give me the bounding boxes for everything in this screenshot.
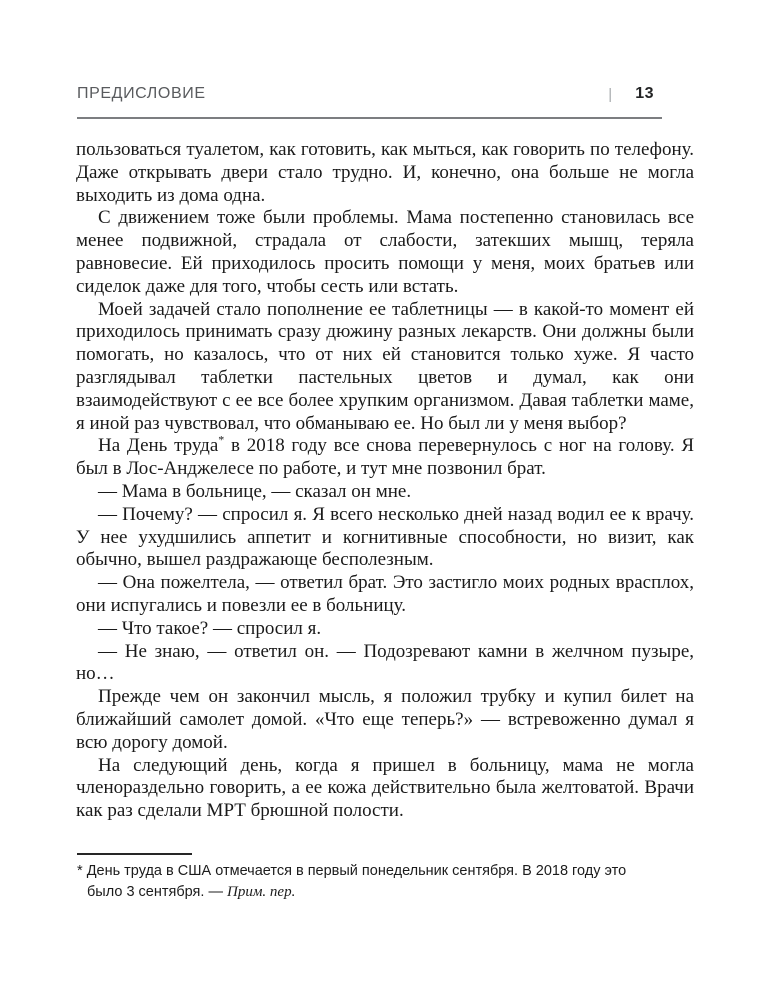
page-number: 13 bbox=[635, 85, 654, 102]
running-head-title: ПРЕДИСЛОВИЕ bbox=[77, 85, 206, 102]
folio bbox=[608, 85, 654, 103]
body-paragraph-8: — Что такое? — спросил я. bbox=[98, 617, 322, 639]
body-paragraph-7: — Она пожелтела, — ответил брат. Это застигло моих родных врасплох, они испугались и повезли ее в больницу. bbox=[76, 572, 694, 616]
footnote-reference-asterisk: * bbox=[218, 433, 225, 448]
footnote-rule bbox=[77, 853, 192, 855]
footnote-area bbox=[77, 853, 637, 903]
footnote-attribution: Прим. пер. bbox=[227, 884, 296, 900]
header-rule bbox=[77, 117, 662, 119]
folio-divider-bar: | bbox=[608, 85, 613, 103]
body-text bbox=[76, 139, 694, 823]
footnote bbox=[77, 861, 637, 903]
footnote-text: День труда в США отмечается в первый понедельник сентября. В 2018 году это было 3 сентября. bbox=[86, 863, 627, 900]
body-paragraph-4 bbox=[76, 435, 694, 481]
body-paragraph-6: — Почему? — спросил я. Я всего несколько дней назад водил ее к врачу. У нее ухудшились аппетит и когнитивные способности, но визит, как обычно, вышел раздражающе бесполезным. bbox=[76, 503, 694, 571]
body-paragraph-3: Моей задачей стало пополнение ее таблетницы — в какой-то момент ей приходилось принимать сразу дюжину разных лекарств. Они должны были помогать, но казалось, что от них ей становится только хуже. Я часто разглядывал таблетки пастельных цветов и думал, как они взаимодействуют с ее все более хрупким организмом. Давая таблетки маме, я иной раз чувствовал, что обманываю ее. Но был ли у меня выбор? bbox=[76, 298, 694, 434]
body-paragraph-1: пользоваться туалетом, как готовить, как мыться, как говорить по телефону. Даже открывать двери стало трудно. И, конечно, она больше не могла выходить из дома одна. bbox=[76, 139, 694, 206]
paragraph-text: в 2018 году все снова перевернулось с ног на голову. Я был в Лос-Анджелесе по работе, и тут мне позвонил брат. bbox=[76, 435, 694, 480]
body-paragraph-5: — Мама в больнице, — сказал он мне. bbox=[98, 480, 412, 502]
body-paragraph-11: На следующий день, когда я пришел в больницу, мама не могла членораздельно говорить, а ее кожа действительно была желтоватой. Врачи как раз сделали МРТ брюшной полости. bbox=[76, 754, 694, 822]
body-paragraph-9: — Не знаю, — ответил он. — Подозревают камни в желчном пузыре, но… bbox=[76, 640, 694, 685]
page-header bbox=[77, 85, 654, 103]
footnote-dash: — bbox=[208, 884, 223, 900]
paragraph-text: На День труда bbox=[98, 435, 219, 457]
footnote-marker: * bbox=[77, 863, 83, 879]
body-paragraph-2: С движением тоже были проблемы. Мама постепенно становилась все менее подвижной, страдала от слабости, затекших мышц, теряла равновесие. Ей приходилось просить помощи у меня, моих братьев или сиделок даже для того, чтобы сесть или встать. bbox=[76, 207, 694, 297]
body-paragraph-10: Прежде чем он закончил мысль, я положил трубку и купил билет на ближайший самолет домой. «Что еще теперь?» — встревоженно думал я всю дорогу домой. bbox=[76, 686, 694, 753]
